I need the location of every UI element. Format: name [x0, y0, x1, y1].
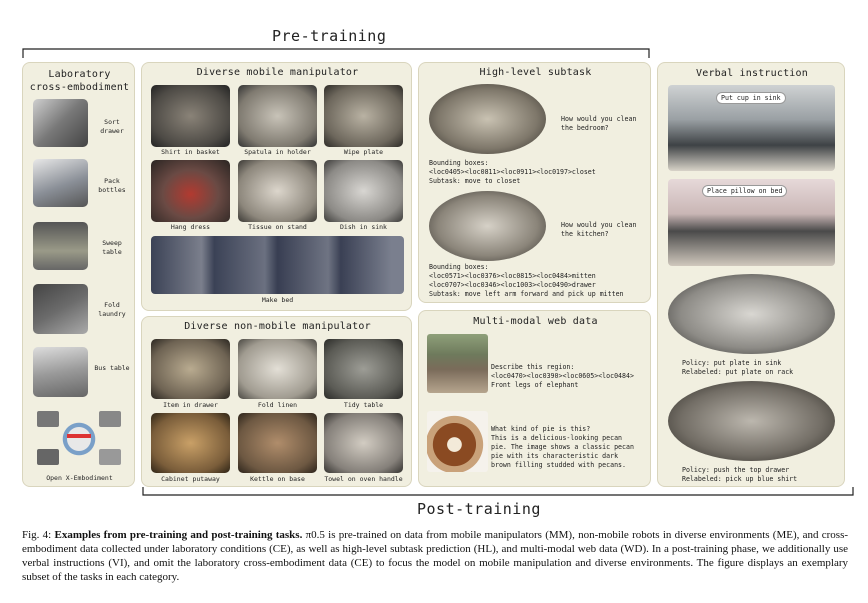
web-panel	[418, 310, 651, 487]
nonmobile-caption-5: Kettle on base	[250, 475, 305, 483]
open-x-collage	[35, 409, 123, 469]
pretraining-bracket	[20, 44, 652, 60]
elephant-photo	[427, 334, 488, 393]
mobile-photo-5	[238, 160, 317, 222]
subtask-answer-2-line-2: <loc0571><loc0376><loc0815><loc0484>mitten	[429, 272, 596, 280]
caption-bold: Examples from pre-training and post-training tasks.	[54, 529, 303, 541]
mobile-photo-1	[151, 85, 230, 147]
posttraining-bracket	[140, 486, 856, 500]
pecan-pie-photo	[427, 411, 488, 472]
lab-photo-3	[33, 222, 88, 270]
subtask-title: High-level subtask	[479, 67, 592, 78]
verbal-photo-4	[668, 381, 835, 461]
verbal-title: Verbal instruction	[696, 68, 808, 79]
mobile-title: Diverse mobile manipulator	[196, 67, 359, 78]
bedroom-fisheye-photo	[429, 84, 546, 154]
lab-footer: Open X-Embodiment	[46, 474, 113, 482]
nonmobile-panel	[141, 316, 412, 487]
lab-photo-1	[33, 99, 88, 147]
web-text-2-line-3: pie. The image shows a classic pecan	[491, 443, 634, 451]
lab-label-3: Sweep table	[102, 239, 122, 256]
nonmobile-caption-6: Towel on oven handle	[324, 475, 403, 483]
subtask-answer-1-line-2: <loc0405><loc0811><loc0911><loc0197>closet	[429, 168, 596, 176]
web-text-2-line-1: What kind of pie is this?	[491, 425, 591, 433]
lab-label-1: Sort drawer	[100, 118, 124, 135]
mobile-caption-1: Shirt in basket	[161, 148, 220, 156]
kitchen-fisheye-photo	[429, 191, 546, 261]
verbal-policy-2-line-1: Policy: push the top drawer	[682, 466, 790, 474]
lab-label-4: Fold laundry	[98, 301, 126, 318]
web-title: Multi-modal web data	[473, 316, 598, 327]
make-bed-caption: Make bed	[261, 296, 294, 304]
verbal-bubble-2: Place pillow on bed	[702, 185, 787, 197]
subtask-answer-1-line-3: Subtask: move to closet	[429, 177, 521, 185]
web-text-2-line-5: brown filling studded with pecans.	[491, 461, 626, 469]
verbal-policy-2-line-2: Relabeled: pick up blue shirt	[682, 475, 798, 483]
web-text-2-line-4: pie with its characteristic dark	[491, 452, 619, 460]
mobile-photo-6	[324, 160, 403, 222]
lab-label-5: Bus table	[94, 364, 130, 372]
nonmobile-caption-4: Cabinet putaway	[161, 475, 220, 483]
mobile-caption-3: Wipe plate	[343, 148, 384, 156]
mobile-caption-5: Tissue on stand	[248, 223, 307, 231]
verbal-photo-3	[668, 274, 835, 354]
nonmobile-photo-1	[151, 339, 230, 399]
verbal-panel	[657, 62, 845, 487]
lab-photo-2	[33, 159, 88, 207]
nonmobile-title: Diverse non-mobile manipulator	[184, 321, 371, 332]
figure-caption	[22, 528, 848, 584]
subtask-answer-2-line-3: <loc0707><loc0346><loc1003><loc0490>drawer	[429, 281, 596, 289]
lab-photo-5	[33, 347, 88, 397]
mobile-photo-3	[324, 85, 403, 147]
subtask-answer-2-line-4: Subtask: move left arm forward and pick up mitten	[429, 290, 624, 298]
caption-label: Fig. 4:	[22, 529, 52, 541]
nonmobile-caption-3: Tidy table	[343, 401, 384, 409]
nonmobile-photo-4	[151, 413, 230, 473]
web-text-2-line-2: This is a delicious-looking pecan	[491, 434, 623, 442]
mobile-caption-6: Dish in sink	[340, 223, 387, 231]
mobile-panel	[141, 62, 412, 311]
mobile-caption-4: Hang dress	[170, 223, 211, 231]
mobile-photo-2	[238, 85, 317, 147]
nonmobile-caption-1: Item in drawer	[163, 401, 218, 409]
verbal-policy-1-line-2: Relabeled: put plate on rack	[682, 368, 794, 376]
web-text-1-line-2: <loc0470><loc0390><loc0605><loc0484>	[491, 372, 634, 380]
lab-label-2: Pack bottles	[98, 177, 126, 194]
subtask-panel	[418, 62, 651, 303]
lab-panel	[22, 62, 135, 487]
nonmobile-photo-3	[324, 339, 403, 399]
subtask-question-2: How would you clean the kitchen?	[561, 221, 637, 238]
web-text-1-line-3: Front legs of elephant	[491, 381, 579, 389]
subtask-question-1: How would you clean the bedroom?	[561, 115, 637, 132]
lab-photo-4	[33, 284, 88, 334]
nonmobile-photo-5	[238, 413, 317, 473]
nonmobile-caption-2: Fold linen	[257, 401, 298, 409]
lab-title: Laboratory cross-embodiment	[29, 69, 130, 93]
nonmobile-photo-6	[324, 413, 403, 473]
caption-body: π0.5 is pre-trained on data from mobile manipulators (MM), non-mobile robots in diverse environments (ME), and cross-embodiment data collected under laboratory conditions (CE), as well as high-level subtask prediction (HL), and multi-modal web data (WD). In a post-training phase, we additionally use verbal instructions (VI), and omit the laboratory cross-embodiment data (CE) to focus the model on mobile manipulation and diverse environments. The figure displays an exemplary subset of the tasks in each category.	[22, 529, 849, 583]
nonmobile-photo-2	[238, 339, 317, 399]
subtask-answer-1-line-1: Bounding boxes:	[429, 159, 489, 167]
verbal-policy-1-line-1: Policy: put plate in sink	[682, 359, 782, 367]
verbal-bubble-1: Put cup in sink	[716, 92, 786, 104]
make-bed-strip	[151, 236, 404, 294]
web-text-1-line-1: Describe this region:	[491, 363, 575, 371]
mobile-caption-2: Spatula in holder	[244, 148, 311, 156]
mobile-photo-4	[151, 160, 230, 222]
posttraining-label: Post-training	[417, 500, 541, 518]
pretraining-label: Pre-training	[272, 27, 387, 45]
subtask-answer-2-line-1: Bounding boxes:	[429, 263, 489, 271]
